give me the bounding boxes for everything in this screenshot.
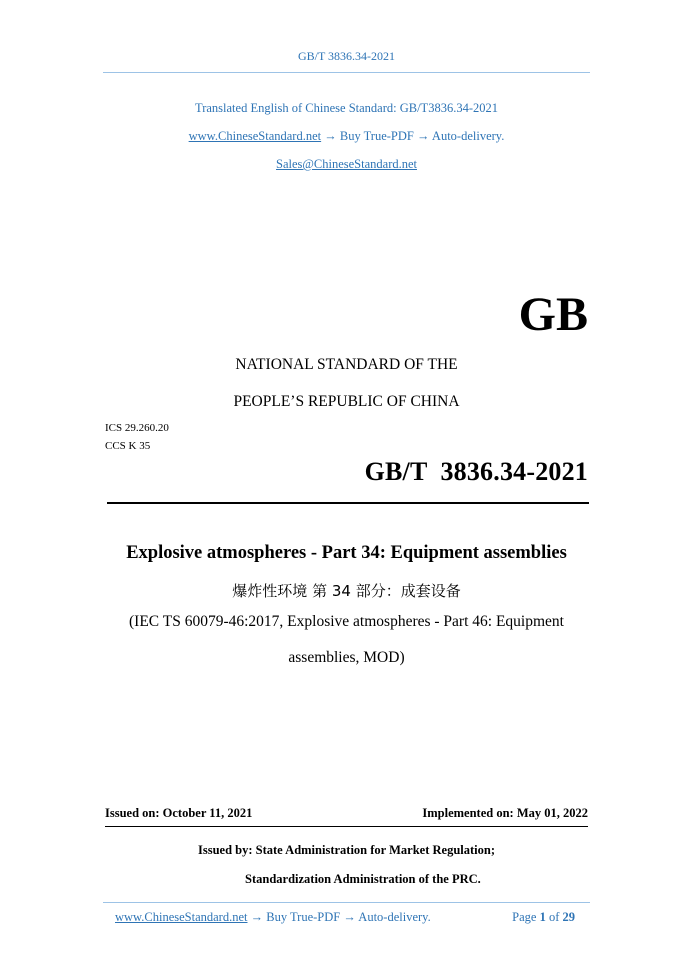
purchase-text: → Buy True-PDF → Auto-delivery. [324, 129, 505, 143]
chinese-title: 爆炸性环境 第 34 部分：成套设备 [232, 582, 461, 600]
purchase-line [0, 129, 693, 144]
running-header: GB/T 3836.34-2021 [297, 49, 396, 63]
header-divider [103, 72, 590, 73]
page-indicator [512, 910, 575, 925]
footer-purchase-line [115, 910, 431, 925]
page-of: of [548, 910, 560, 924]
national-standard-line2: PEOPLE’S REPUBLIC OF CHINA [233, 393, 460, 410]
issuer-line1: Issued by: State Administration for Market Regulation; [198, 843, 495, 857]
website-link[interactable]: www.ChineseStandard.net [188, 129, 322, 143]
standard-number: GB/T 3836.34-2021 [364, 457, 588, 486]
national-standard-line1: NATIONAL STANDARD OF THE [235, 356, 458, 373]
issuer-line2: Standardization Administration of the PRC. [245, 872, 481, 886]
footer-website-link[interactable]: www.ChineseStandard.net [115, 910, 248, 924]
ccs-code: CCS K 35 [105, 440, 151, 452]
page-label: Page [512, 910, 537, 924]
issued-date: Issued on: October 11, 2021 [105, 806, 253, 820]
gb-mark: GB [518, 288, 588, 341]
iec-reference-line2: assemblies, MOD) [288, 649, 405, 666]
email-line [0, 157, 693, 172]
ics-code: ICS 29.260.20 [105, 422, 169, 434]
date-divider [105, 826, 588, 827]
title-divider [107, 502, 589, 504]
implemented-date: Implemented on: May 01, 2022 [422, 806, 588, 820]
page-current: 1 [539, 910, 546, 924]
iec-reference-line1: (IEC TS 60079-46:2017, Explosive atmospheres - Part 46: Equipment [129, 613, 564, 630]
document-title: Explosive atmospheres - Part 34: Equipment assemblies [126, 543, 567, 563]
footer-divider [103, 902, 590, 903]
translation-note: Translated English of Chinese Standard: GB/T3836.34-2021 [195, 101, 498, 115]
footer-purchase-text: → Buy True-PDF → Auto-delivery. [250, 910, 431, 924]
email-link[interactable]: Sales@ChineseStandard.net [276, 157, 417, 171]
page-total: 29 [562, 910, 575, 924]
